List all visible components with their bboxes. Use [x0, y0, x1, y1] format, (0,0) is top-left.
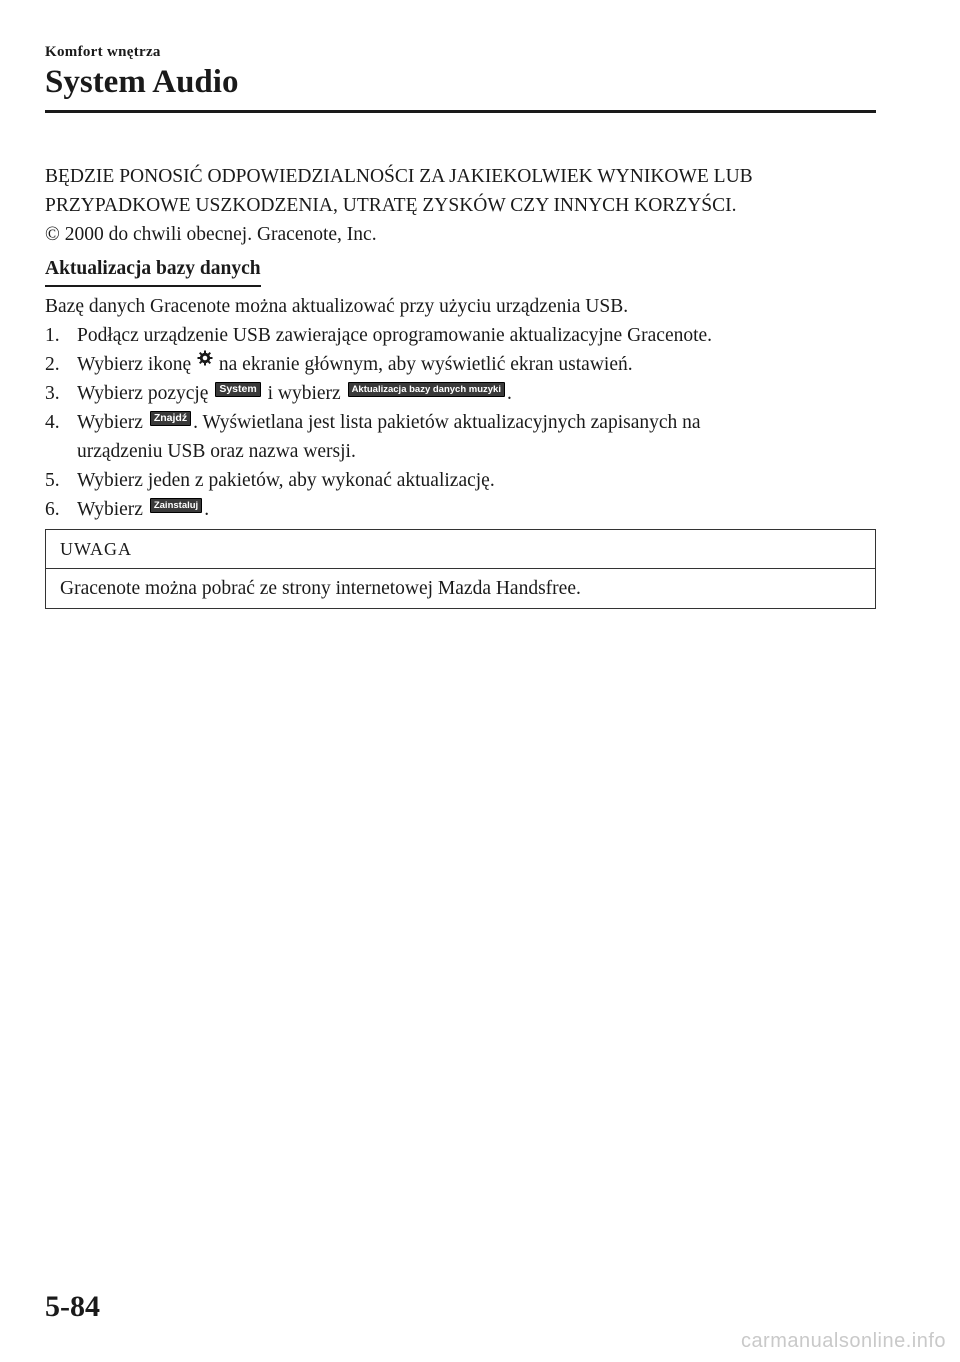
step-number: 5.	[45, 470, 60, 491]
note-box	[45, 529, 876, 609]
step-text: Podłącz urządzenie USB zawierające oprogramowanie aktualizacyjne Gracenote.	[77, 325, 713, 346]
disclaimer-text	[45, 162, 875, 249]
steps-list	[45, 321, 875, 524]
step-number: 4.	[45, 412, 60, 433]
note-heading: UWAGA	[46, 530, 875, 569]
chapter-title: System Audio	[45, 64, 239, 100]
install-button: Zainstaluj	[150, 498, 202, 513]
system-button: System	[215, 382, 260, 397]
find-button: Znajdź	[150, 411, 191, 426]
step-text: Wybierz pozycję	[77, 383, 209, 404]
page-number: 5-84	[45, 1290, 100, 1323]
step-text: .	[204, 499, 210, 520]
gear-icon	[197, 350, 213, 366]
step-text: .	[506, 383, 512, 404]
step-number: 1.	[45, 325, 60, 346]
step-text: Wybierz	[77, 412, 143, 433]
step-item	[45, 466, 875, 495]
step-item	[45, 495, 875, 524]
step-text: . Wyświetlana jest lista pakietów aktualizacyjnych zapisanych na	[193, 412, 701, 433]
section-heading: Aktualizacja bazy danych	[45, 256, 261, 287]
update-music-database-button: Aktualizacja bazy danych muzyki	[348, 382, 505, 397]
step-text: Wybierz jeden z pakietów, aby wykonać aktualizację.	[77, 470, 495, 491]
step-item	[45, 408, 875, 466]
section-label: Komfort wnętrza	[45, 44, 161, 60]
step-text: Wybierz	[77, 499, 143, 520]
step-item	[45, 350, 875, 379]
step-text: Wybierz ikonę	[77, 354, 192, 375]
header-rule	[45, 110, 876, 113]
step-item	[45, 379, 875, 408]
step-text: na ekranie głównym, aby wyświetlić ekran ustawień.	[218, 354, 633, 375]
disclaimer-line: BĘDZIE PONOSIĆ ODPOWIEDZIALNOŚCI ZA JAKIEKOLWIEK WYNIKOWE LUB	[45, 166, 753, 187]
disclaimer-line: PRZYPADKOWE USZKODZENIA, UTRATĘ ZYSKÓW CZY INNYCH KORZYŚCI.	[45, 195, 737, 216]
step-item	[45, 321, 875, 350]
intro-text: Bazę danych Gracenote można aktualizować przy użyciu urządzenia USB.	[45, 296, 629, 317]
step-text: urządzeniu USB oraz nazwa wersji.	[77, 441, 356, 462]
step-number: 2.	[45, 354, 60, 375]
step-text: i wybierz	[267, 383, 341, 404]
watermark: carmanualsonline.info	[740, 1330, 946, 1352]
step-number: 3.	[45, 383, 60, 404]
step-number: 6.	[45, 499, 60, 520]
copyright-line: © 2000 do chwili obecnej. Gracenote, Inc.	[45, 224, 377, 245]
note-text: Gracenote można pobrać ze strony internetowej Mazda Handsfree.	[60, 578, 581, 599]
